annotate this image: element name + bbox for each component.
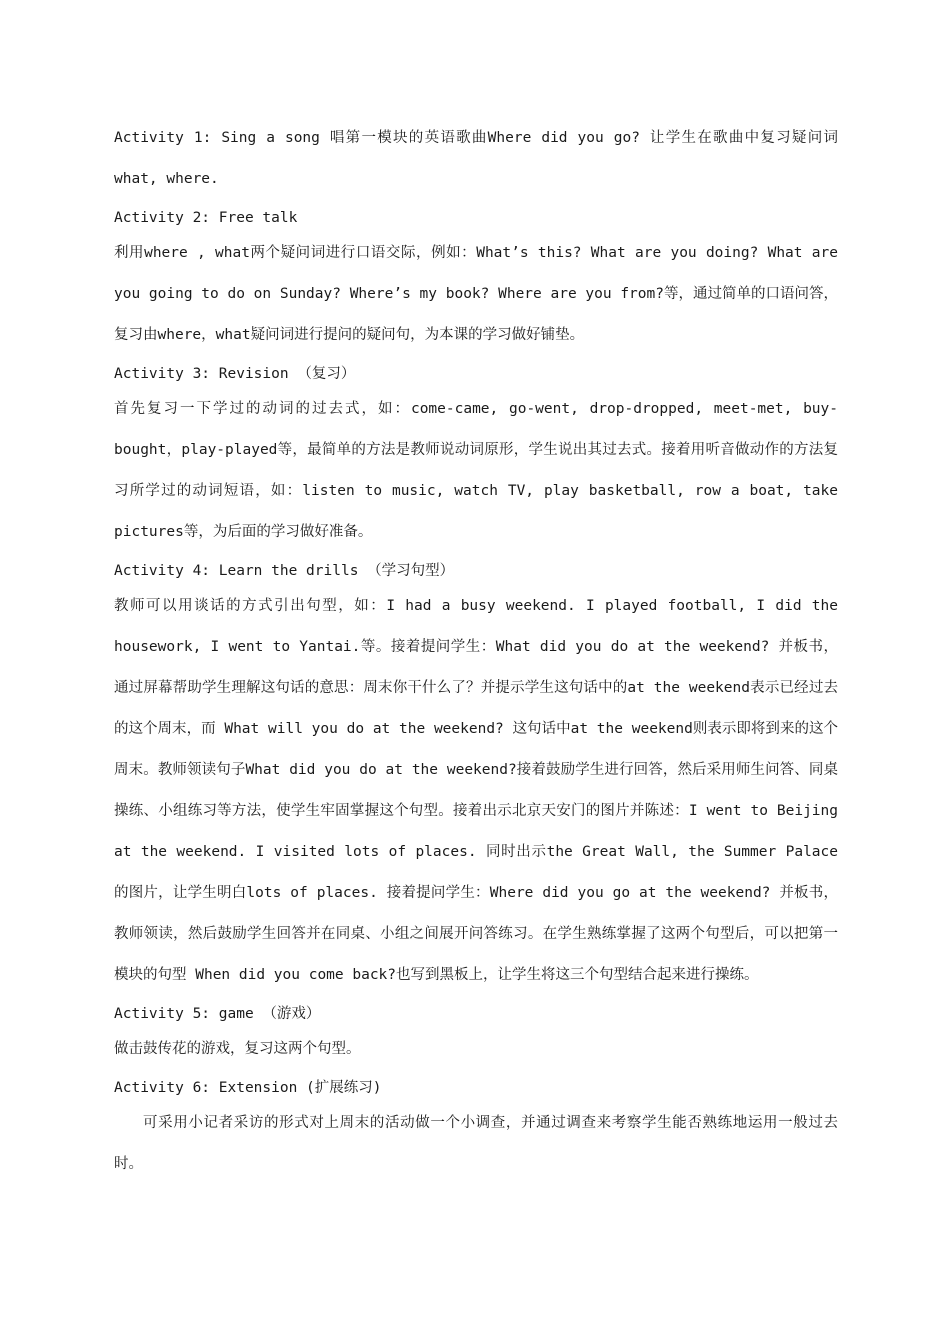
activity-6-heading: Activity 6: Extension (扩展练习): [114, 1080, 382, 1096]
activity-3-heading: Activity 3: Revision （复习）: [114, 366, 356, 382]
activity-5-heading: Activity 5: game （游戏）: [114, 1006, 321, 1022]
activity-4-heading: Activity 4: Learn the drills （学习句型）: [114, 563, 455, 579]
document-page: [114, 118, 838, 1185]
activity-6-body: 可采用小记者采访的形式对上周末的活动做一个小调查，并通过调查来考察学生能否熟练地运用一般过去时。: [114, 1115, 838, 1172]
activity-3-body: 首先复习一下学过的动词的过去式，如：come-came, go-went, drop-dropped, meet-met, buy-bought，play-played等，最简单的方法是教师说动词原形，学生说出其过去式。接着用听音做动作的方法复习所学过的动词短语，如：listen to music, watch TV, play basketball, row a boat, take pictures等，为后面的学习做好准备。: [114, 401, 838, 540]
activity-5-body: 做击鼓传花的游戏，复习这两个句型。: [114, 1041, 361, 1057]
activity-1-heading: Activity 1: Sing a song 唱第一模块的英语歌曲Where did you go? 让学生在歌曲中复习疑问词what, where.: [114, 130, 838, 187]
activity-2-body: 利用where , what两个疑问词进行口语交际，例如：What’s this? What are you doing? What are you going to do on Sunday? Where’s my book? Where are you from?等，通过简单的口语问答，复习由where，what疑问词进行提问的疑问句，为本课的学习做好铺垫。: [114, 245, 838, 343]
activity-4-body: 教师可以用谈话的方式引出句型，如：I had a busy weekend. I played football, I did the housework, I went to Yantai.等。接着提问学生：What did you do at the weekend? 并板书，通过屏幕帮助学生理解这句话的意思：周末你干什么了？并提示学生这句话中的at the weekend表示已经过去的这个周末，而 What will you do at the weekend? 这句话中at the weekend则表示即将到来的这个周末。教师领读句子What did you do at the weekend?接着鼓励学生进行回答，然后采用师生问答、同桌操练、小组练习等方法，使学生牢固掌握这个句型。接着出示北京天安门的图片并陈述：I went to Beijing at the weekend. I visited lots of places. 同时出示the Great Wall, the Summer Palace 的图片，让学生明白lots of places. 接着提问学生：Where did you go at the weekend? 并板书，教师领读，然后鼓励学生回答并在同桌、小组之间展开问答练习。在学生熟练掌握了这两个句型后，可以把第一模块的句型 When did you come back?也写到黑板上，让学生将这三个句型结合起来进行操练。: [114, 598, 838, 983]
activity-2-heading: Activity 2: Free talk: [114, 210, 298, 226]
